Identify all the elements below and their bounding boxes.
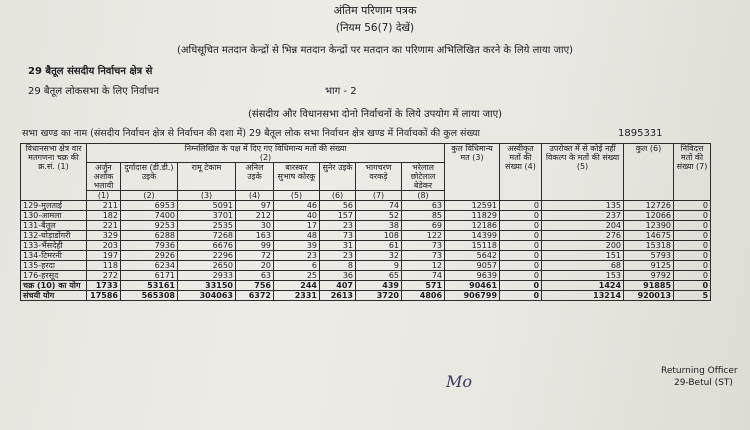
table-cell: 90461: [445, 281, 500, 291]
table-cell: 0: [674, 251, 711, 261]
table-row: [21, 201, 711, 211]
segment-line: सभा खण्ड का नाम (संसदीय निर्वाचन क्षेत्र से निर्वाचन की दशा में) 29 बैतूल लोक सभा निर्वाचन क्षेत्र खण्ड में निर्वाचकों की कुल संख्या: [22, 128, 480, 139]
candidate-name: बारस्कर सुभाष कोरकू: [274, 163, 320, 191]
table-cell: 9125: [624, 261, 674, 271]
usage-note: (अधिसूचित मतदान केन्द्रों से भिन्न मतदान केन्द्रों पर मतदान का परिणाम अभिलिखित करने के लिये लाया जाए): [176, 45, 574, 56]
table-cell: 12390: [624, 221, 674, 231]
table-cell: 6: [274, 261, 320, 271]
table-row: [21, 261, 711, 271]
table-row: [21, 241, 711, 251]
table-cell: 0: [674, 241, 711, 251]
table-cell: 12726: [624, 201, 674, 211]
results-table: [20, 143, 711, 301]
table-cell: 12066: [624, 211, 674, 221]
table-cell: 46: [274, 201, 320, 211]
table-cell: 61: [356, 241, 402, 251]
table-cell: 756: [236, 281, 274, 291]
table-cell: 56: [320, 201, 356, 211]
table-cell: 23: [274, 251, 320, 261]
table-cell: 53161: [121, 281, 178, 291]
table-cell: 48: [274, 231, 320, 241]
table-cell: 920013: [624, 291, 674, 301]
table-cell: 135: [542, 201, 624, 211]
candidate-name: भरेलाल छोटेलाल बेडेकर: [402, 163, 445, 191]
table-cell: 6372: [236, 291, 274, 301]
candidate-name: दुर्गादास (डी.डी.) उइके: [121, 163, 178, 191]
table-cell: 203: [87, 241, 121, 251]
table-cell: 9639: [445, 271, 500, 281]
table-cell: 7936: [121, 241, 178, 251]
row-label: 176-हरसूद: [21, 271, 87, 281]
candidate-number: (5): [274, 191, 320, 201]
table-cell: 5642: [445, 251, 500, 261]
table-cell: 565308: [121, 291, 178, 301]
signature: Mo: [446, 372, 473, 391]
returning-officer: Returning Officer: [661, 366, 738, 376]
row-label: 132-घोड़ाडोंगरी: [21, 231, 87, 241]
table-cell: 276: [542, 231, 624, 241]
table-cell: 73: [320, 231, 356, 241]
sheet-title: अंतिम परिणाम पत्रक: [333, 4, 417, 17]
table-cell: 182: [87, 211, 121, 221]
table-cell: 108: [356, 231, 402, 241]
table-cell: 5091: [178, 201, 236, 211]
table-cell: 13214: [542, 291, 624, 301]
table-cell: 36: [320, 271, 356, 281]
table-cell: 200: [542, 241, 624, 251]
table-cell: 74: [356, 201, 402, 211]
table-cell: 2296: [178, 251, 236, 261]
table-cell: 0: [674, 261, 711, 271]
table-cell: 8: [320, 261, 356, 271]
row-label: 129-मुलताई: [21, 201, 87, 211]
table-cell: 6234: [121, 261, 178, 271]
table-cell: 0: [500, 291, 542, 301]
table-cell: 63: [402, 201, 445, 211]
table-cell: 91885: [624, 281, 674, 291]
table-cell: 7400: [121, 211, 178, 221]
usage-note-2: (संसदीय और विधानसभा दोनो निर्वाचनों के लिये उपयोग में लाया जाए): [247, 109, 503, 120]
table-cell: 1733: [87, 281, 121, 291]
table-cell: 118: [87, 261, 121, 271]
table-cell: 69: [402, 221, 445, 231]
candidate-name: सुनेर उइके: [320, 163, 356, 191]
candidate-number: (7): [356, 191, 402, 201]
table-cell: 212: [236, 211, 274, 221]
candidate-number: (6): [320, 191, 356, 201]
table-cell: 0: [500, 221, 542, 231]
table-cell: 221: [87, 221, 121, 231]
table-cell: 272: [87, 271, 121, 281]
table-cell: 12186: [445, 221, 500, 231]
header-segment: विधानसभा क्षेत्र वार मतगणना चक्र की क्र.सं. (1): [21, 144, 87, 201]
header-candidates-group: निम्नलिखित के पक्ष में दिए गए विधिमान्य मतों की संख्या (2): [87, 144, 445, 163]
row-label: संचयी योग: [21, 291, 87, 301]
table-cell: 6953: [121, 201, 178, 211]
candidate-name: रामू टेकाम: [178, 163, 236, 191]
table-row: [21, 281, 711, 291]
table-cell: 68: [542, 261, 624, 271]
table-cell: 15318: [624, 241, 674, 251]
table-row: [21, 251, 711, 261]
row-label: 135-हरदा: [21, 261, 87, 271]
table-row: [21, 271, 711, 281]
table-cell: 85: [402, 211, 445, 221]
header-rejected: अस्वीकृत मतों की संख्या (4): [500, 144, 542, 201]
candidate-name: अर्जुन अशोक भलावी: [87, 163, 121, 191]
table-cell: 9253: [121, 221, 178, 231]
candidate-number: (8): [402, 191, 445, 201]
table-cell: 39: [274, 241, 320, 251]
table-cell: 0: [500, 271, 542, 281]
returning-officer-place: 29-Betul (ST): [674, 378, 733, 388]
table-cell: 151: [542, 251, 624, 261]
table-cell: 0: [674, 221, 711, 231]
table-cell: 17586: [87, 291, 121, 301]
total-electors: 1895331: [618, 128, 663, 139]
table-cell: 571: [402, 281, 445, 291]
table-cell: 17: [274, 221, 320, 231]
table-cell: 73: [402, 241, 445, 251]
table-cell: 0: [674, 201, 711, 211]
table-cell: 163: [236, 231, 274, 241]
constituency-name: 29 बैतूल संसदीय निर्वाचन क्षेत्र से: [28, 66, 153, 77]
table-cell: 2650: [178, 261, 236, 271]
table-cell: 40: [274, 211, 320, 221]
table-cell: 14675: [624, 231, 674, 241]
table-cell: 407: [320, 281, 356, 291]
table-cell: 197: [87, 251, 121, 261]
table-cell: 12591: [445, 201, 500, 211]
table-row: [21, 221, 711, 231]
table-cell: 23: [320, 221, 356, 231]
table-cell: 0: [500, 261, 542, 271]
table-cell: 304063: [178, 291, 236, 301]
table-cell: 6676: [178, 241, 236, 251]
header-nota: उपरोक्त में से कोई नहीं विकल्प के मतों की संख्या (5): [542, 144, 624, 201]
row-label: 131-बैतूल: [21, 221, 87, 231]
table-cell: 204: [542, 221, 624, 231]
results-body: [21, 201, 711, 301]
table-cell: 5: [674, 291, 711, 301]
table-cell: 0: [674, 281, 711, 291]
table-cell: 33150: [178, 281, 236, 291]
table-cell: 11829: [445, 211, 500, 221]
table-cell: 31: [320, 241, 356, 251]
table-cell: 1424: [542, 281, 624, 291]
table-cell: 0: [500, 251, 542, 261]
table-cell: 157: [320, 211, 356, 221]
table-cell: 6288: [121, 231, 178, 241]
table-cell: 439: [356, 281, 402, 291]
table-cell: 14399: [445, 231, 500, 241]
header-tendered: निविदत्त मतों की संख्या (7): [674, 144, 711, 201]
table-cell: 2933: [178, 271, 236, 281]
table-cell: 0: [674, 231, 711, 241]
table-cell: 0: [674, 211, 711, 221]
table-cell: 0: [500, 281, 542, 291]
table-cell: 0: [500, 201, 542, 211]
table-cell: 9792: [624, 271, 674, 281]
table-cell: 9057: [445, 261, 500, 271]
table-row: [21, 291, 711, 301]
table-cell: 0: [500, 231, 542, 241]
table-cell: 211: [87, 201, 121, 211]
table-cell: 65: [356, 271, 402, 281]
table-cell: 99: [236, 241, 274, 251]
table-cell: 25: [274, 271, 320, 281]
election-name: 29 बैतूल लोकसभा के लिए निर्वाचन: [28, 86, 160, 97]
table-cell: 63: [236, 271, 274, 281]
table-cell: 4806: [402, 291, 445, 301]
table-cell: 20: [236, 261, 274, 271]
candidate-number: (2): [121, 191, 178, 201]
table-cell: 0: [674, 271, 711, 281]
row-label: चक्र (10) का योग: [21, 281, 87, 291]
candidate-name: अनिल उइके: [236, 163, 274, 191]
table-cell: 0: [500, 211, 542, 221]
table-cell: 72: [236, 251, 274, 261]
rule-reference: (नियम 56(7) देखें): [335, 22, 415, 34]
table-cell: 153: [542, 271, 624, 281]
table-cell: 30: [236, 221, 274, 231]
header-total: कुल (6): [624, 144, 674, 201]
table-cell: 2535: [178, 221, 236, 231]
table-cell: 329: [87, 231, 121, 241]
table-cell: 97: [236, 201, 274, 211]
table-cell: 6171: [121, 271, 178, 281]
table-cell: 2331: [274, 291, 320, 301]
candidate-name: भागचरण वरकड़े: [356, 163, 402, 191]
table-cell: 23: [320, 251, 356, 261]
table-row: [21, 231, 711, 241]
table-cell: 9: [356, 261, 402, 271]
table-cell: 52: [356, 211, 402, 221]
table-cell: 122: [402, 231, 445, 241]
table-cell: 5793: [624, 251, 674, 261]
row-label: 133-भैंसदेही: [21, 241, 87, 251]
candidate-number: (4): [236, 191, 274, 201]
table-cell: 15118: [445, 241, 500, 251]
table-cell: 12: [402, 261, 445, 271]
header-valid-votes: कुल विधिमान्य मत (3): [445, 144, 500, 201]
table-cell: 73: [402, 251, 445, 261]
table-cell: 7268: [178, 231, 236, 241]
table-cell: 3720: [356, 291, 402, 301]
candidate-number: (3): [178, 191, 236, 201]
table-cell: 3701: [178, 211, 236, 221]
table-cell: 906799: [445, 291, 500, 301]
part-label: भाग - 2: [325, 86, 357, 97]
table-cell: 237: [542, 211, 624, 221]
table-row: [21, 211, 711, 221]
candidate-number: (1): [87, 191, 121, 201]
table-cell: 2926: [121, 251, 178, 261]
table-cell: 38: [356, 221, 402, 231]
row-label: 134-टिमरनी: [21, 251, 87, 261]
table-cell: 244: [274, 281, 320, 291]
row-label: 130-आमला: [21, 211, 87, 221]
table-cell: 74: [402, 271, 445, 281]
table-cell: 0: [500, 241, 542, 251]
table-cell: 2613: [320, 291, 356, 301]
table-cell: 32: [356, 251, 402, 261]
